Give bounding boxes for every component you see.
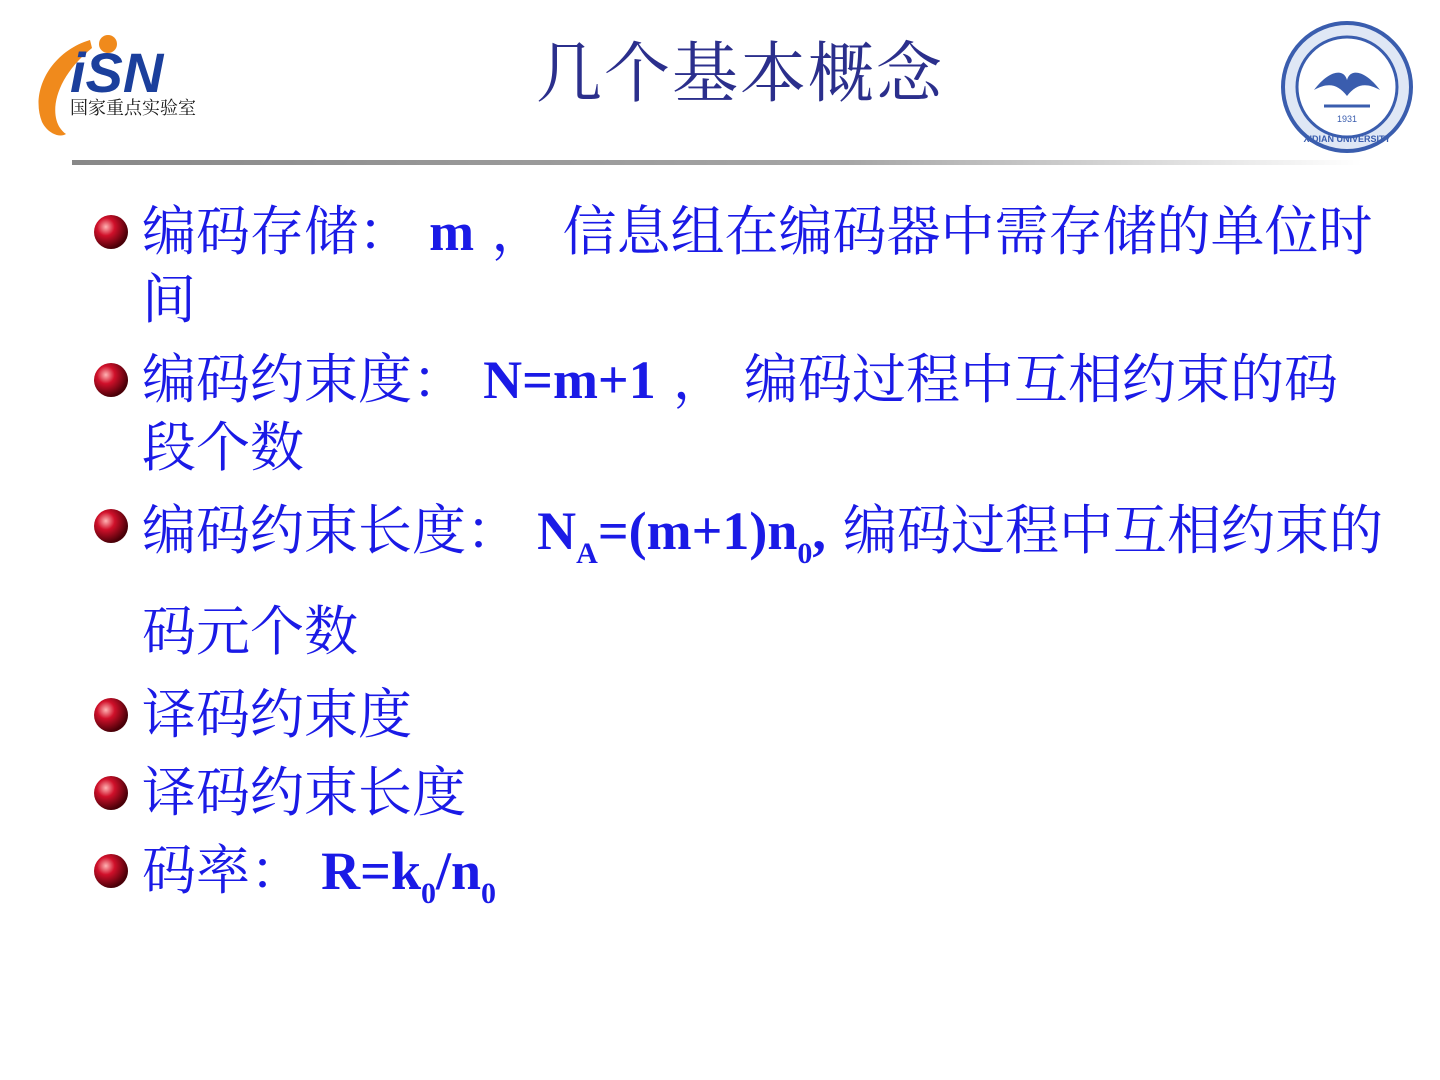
item-term: 译码约束长度: [142, 761, 466, 824]
list-item: [90, 198, 1390, 334]
item-formula: N=m+1: [483, 350, 656, 410]
item-description: 编码过程中互相约束的码元个数: [142, 499, 1384, 663]
red-sphere-bullet-icon: [90, 695, 132, 735]
formula-part: /n: [435, 841, 482, 901]
item-formula: [537, 501, 826, 570]
item-term: 译码约束度: [142, 683, 412, 746]
list-item: [90, 837, 1390, 928]
red-sphere-bullet-icon: [90, 212, 132, 252]
list-item: [90, 681, 1390, 749]
formula-subscript: 0: [481, 877, 497, 910]
item-separator: ，: [672, 348, 727, 411]
logo-isn-text: iSN: [70, 41, 164, 104]
item-formula: m: [429, 202, 475, 262]
item-description: 信息组在编码器中需存储的单位时间: [142, 200, 1373, 331]
item-term: 码率：: [142, 839, 304, 902]
list-item: [90, 759, 1390, 827]
isn-lab-logo: [30, 22, 230, 142]
logo-subtitle-text: 国家重点实验室: [70, 98, 196, 119]
seal-year-text: 1931: [1336, 114, 1358, 124]
formula-subscript: 0: [420, 877, 436, 910]
item-term: 编码存储：: [142, 200, 412, 263]
item-description: 编码过程中互相约束的码段个数: [142, 348, 1339, 479]
seal-name-text: XIDIAN UNIVERSITY: [1303, 134, 1391, 144]
title-divider: [72, 160, 1362, 165]
item-separator: ，: [491, 200, 546, 263]
red-sphere-bullet-icon: [90, 851, 132, 891]
list-item: [90, 346, 1390, 482]
concept-list: [90, 198, 1390, 938]
formula-part: N: [537, 501, 577, 561]
item-formula: [321, 841, 497, 910]
red-sphere-bullet-icon: [90, 360, 132, 400]
item-term: 编码约束长度：: [142, 499, 520, 562]
formula-part: R=k: [321, 841, 421, 901]
page-title: 几个基本概念: [536, 35, 944, 112]
red-sphere-bullet-icon: [90, 773, 132, 813]
red-sphere-bullet-icon: [90, 506, 132, 546]
formula-subscript: 0: [797, 537, 813, 570]
item-term: 编码约束度：: [142, 348, 466, 411]
list-item: [90, 492, 1390, 671]
formula-part: =(m+1)n: [597, 501, 798, 561]
xidian-university-seal: [1274, 20, 1420, 154]
formula-part: ,: [812, 501, 826, 561]
formula-subscript: A: [576, 537, 598, 570]
